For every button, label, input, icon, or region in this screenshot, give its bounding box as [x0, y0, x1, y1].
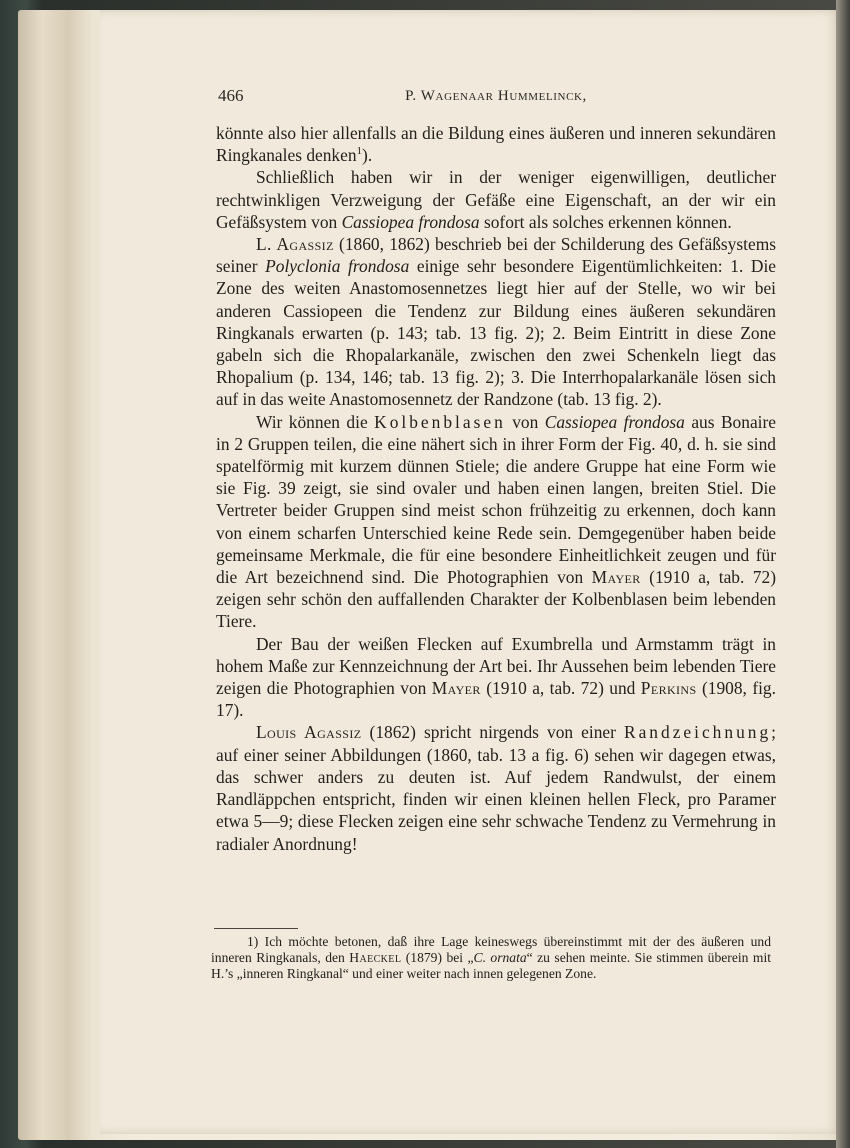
text-run: ; auf einer seiner Abbildungen (1860, tab. 13 a fig. 6) sehen wir dagegen etwas, das schwer anders zu deuten ist. Auf jedem Randwulst, der einem Randläppchen entspricht, finden wir einen kleinen hellen Fleck, pro Paramer etwa 5—9; diese Flecken zeigen eine sehr schwache Tendenz zu Vermehrung in radialer Anordnung! [216, 722, 777, 854]
text-run: “ zu sehen meinte. Sie stimmen überein mit H.’s „inneren Ringkanal“ und einer weiter nach innen gelegenen Zone. [211, 950, 771, 982]
page-number: 466 [218, 86, 244, 105]
text-run: (1862) spricht nirgends von einer [361, 722, 624, 743]
footnote-rule [214, 928, 298, 929]
page-header [218, 86, 774, 110]
text-run: einige sehr besondere Eigentümlichkeiten: 1. Die Zone des weiten Anastomosennetzes liegt hier auf der Stelle, wo wir bei anderen Cassiopeen die Tendenz zur Bildung eines äußeren sekundären Ringkanals erwarten (p. 143; tab. 13 fig. 2); 2. Beim Eintritt in diese Zone gabeln sich die Rhopalarkanäle, zwischen den zwei Schenkeln liegt das Rhopalium (p. 134, 146; tab. 13 fig. 2); 3. Die Interrhopalarkanäle lösen sich auf in das weite Anastomosennetz der Randzone (tab. 13 fig. 2). [216, 256, 776, 410]
author-name: Louis Agassiz [256, 722, 362, 743]
text-run: Der Bau der weißen Flecken auf Exumbrella und Armstamm trägt in hohem Maße zur Kennzeichnung der Art bei. Ihr Aussehen beim lebenden Tiere zeigen die Photographien von [216, 633, 776, 699]
author-name: Mayer [591, 567, 641, 588]
paragraph [216, 411, 776, 633]
book-edge [836, 0, 850, 1148]
author-name: Perkins [640, 678, 697, 699]
spaced-term: Kolbenblasen [374, 411, 506, 432]
author-name: L. Agassiz [256, 234, 334, 255]
text-run: ). [362, 145, 373, 166]
text-run: Schließlich haben wir in der weniger eigenwilligen, deutlicher rechtwinkligen Verzweigung der Gefäße eine Eigenschaft, an der wir ein Gefäßsystem von [216, 167, 776, 232]
text-run: könnte also hier allenfalls an die Bildung eines äußeren und inneren sekundären Ringkanales denken [216, 123, 776, 166]
paragraph [216, 166, 776, 233]
paragraph [216, 233, 776, 411]
body-text [216, 122, 776, 855]
paragraph [216, 122, 776, 166]
paragraph [216, 721, 776, 854]
text-run: (1879) bei „ [401, 950, 474, 966]
footnote-text [211, 934, 771, 983]
species-name: C. ornata [473, 950, 527, 966]
text-run: sofort als solches erkennen können. [479, 211, 732, 232]
author-name: Mayer [431, 678, 481, 699]
paragraph [216, 633, 776, 722]
text-run: (1908, fig. 17). [216, 678, 776, 721]
species-name: Cassiopea frondosa [341, 211, 480, 232]
species-name: Polyclonia frondosa [265, 256, 410, 277]
text-run: aus Bonaire in 2 Gruppen teilen, die eine nähert sich in ihrer Form der Fig. 40, d. h. sie sind spatelförmig mit kurzem dünnen Stiele; die andere Gruppe hat eine Form wie sie Fig. 39 zeigt, sie sind ovaler und haben einen langen, breiten Stiel. Die Vertreter beider Gruppen sind meist schon frühzeitig zu erkennen, doch kann von einem scharfen Unterschied keine Rede sein. Demgegenüber haben beide gemeinsame Merkmale, die für eine besondere Einheitlichkeit zeugen und für die Art bezeichnend sind. Die Photographien von [216, 411, 777, 588]
spaced-term: Randzeichnung [623, 722, 772, 743]
author-name: Haeckel [349, 950, 402, 966]
text-run: (1910 a, tab. 72) zeigen sehr schön den auffallenden Charakter der Kolbenblasen beim lebenden Tiere. [216, 567, 776, 632]
text-run: 1) Ich möchte betonen, daß ihre Lage keineswegs übereinstimmt mit der des äußeren und inneren Ringkanals, den [211, 934, 771, 966]
text-run: Wir können die [256, 411, 375, 432]
text-run: (1910 a, tab. 72) und [480, 678, 641, 699]
species-name: Cassiopea frondosa [544, 411, 685, 432]
footnote [211, 934, 771, 983]
text-run: (1860, 1862) beschrieb bei der Schilderung des Gefäßsystems seiner [216, 234, 776, 277]
text-run: von [505, 411, 545, 432]
footnote-ref: 1 [356, 145, 363, 158]
running-title: P. Wagenaar Hummelinck, [405, 88, 587, 104]
